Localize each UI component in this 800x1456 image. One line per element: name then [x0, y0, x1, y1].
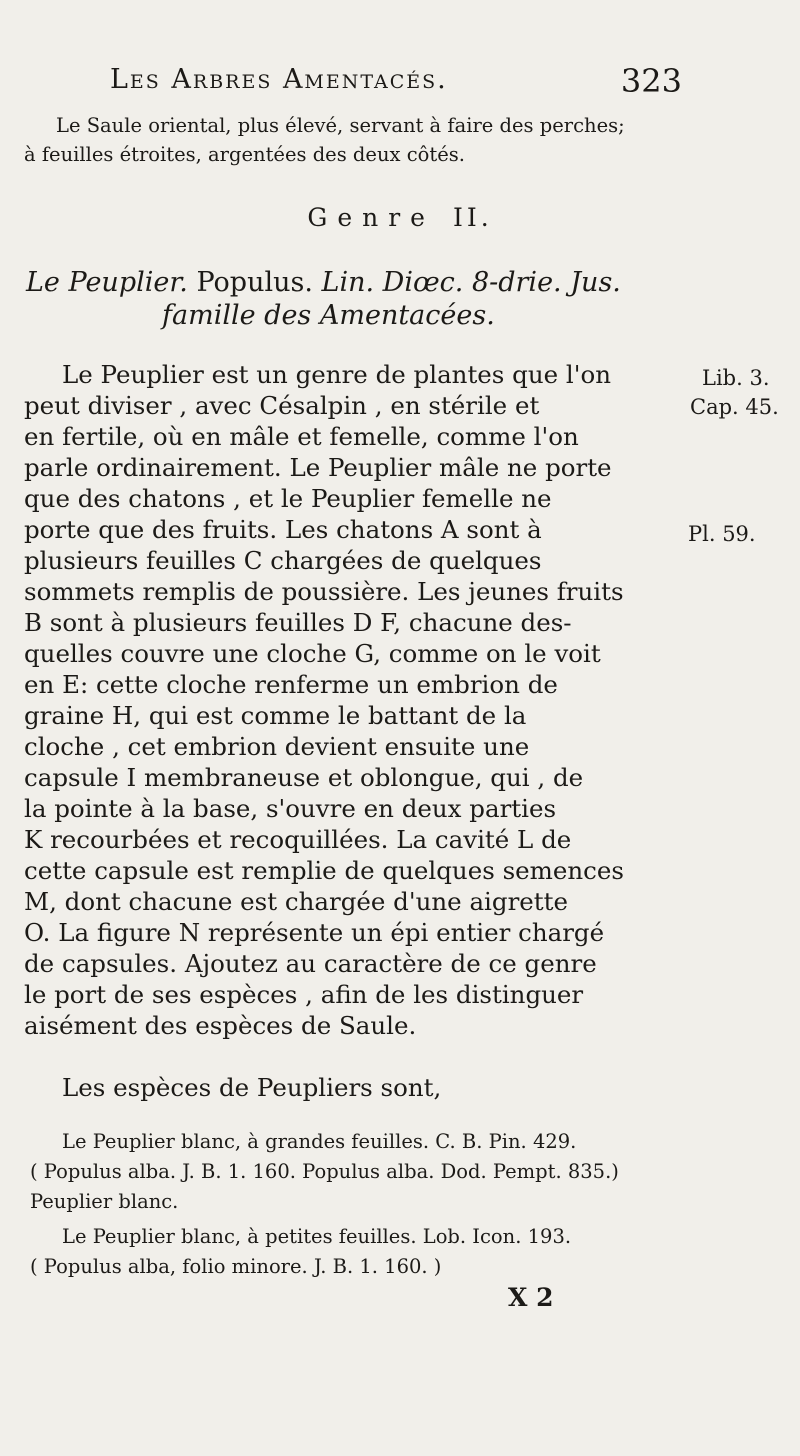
species-line: Le Peuplier blanc, à petites feuilles. Lob. Icon. 193.: [62, 1225, 572, 1248]
genre-number: II.: [452, 203, 493, 232]
species-line: ( Populus alba. J. B. 1. 160. Populus alba. Dod. Pempt. 835.): [30, 1160, 619, 1183]
paragraph-line: le port de ses espèces , afin de les distinguer: [24, 980, 584, 1009]
paragraph-line: que des chatons , et le Peuplier femelle ne: [24, 484, 552, 513]
paragraph-line: en E: cette cloche renferme un embrion de: [24, 670, 558, 699]
species-heading: Les espèces de Peupliers sont,: [62, 1073, 442, 1102]
paragraph-line: graine H, qui est comme le battant de la: [24, 701, 527, 730]
paragraph-line: O. La figure N représente un épi entier chargé: [24, 918, 605, 947]
genus-name: Le Peuplier.: [26, 267, 188, 298]
species-line: Peuplier blanc.: [30, 1190, 179, 1213]
genus-title: [26, 267, 621, 298]
paragraph-line: B sont à plusieurs feuilles D F, chacune des-: [24, 608, 572, 637]
paragraph-line: la pointe à la base, s'ouvre en deux parties: [24, 794, 557, 823]
top-line: à feuilles étroites, argentées des deux côtés.: [24, 143, 465, 166]
margin-note-plate: Pl. 59.: [688, 522, 756, 546]
genus-jus: Jus.: [570, 267, 621, 298]
page-number: 323: [620, 62, 682, 100]
paragraph-line: cloche , cet embrion devient ensuite une: [24, 732, 530, 761]
genus-latin: Populus.: [196, 267, 313, 298]
paragraph-line: quelles couvre une cloche G, comme on le voit: [24, 639, 601, 668]
page-header: [110, 64, 682, 104]
genre-heading: [0, 203, 800, 232]
margin-note-lib: Lib. 3.: [702, 366, 770, 390]
genus-lin: Lin.: [321, 267, 375, 298]
paragraph-line: capsule I membraneuse et oblongue, qui , de: [24, 763, 584, 792]
paragraph-line: de capsules. Ajoutez au caractère de ce genre: [24, 949, 597, 978]
paragraph-line: sommets remplis de poussière. Les jeunes fruits: [24, 577, 624, 606]
paragraph-line: cette capsule est remplie de quelques semences: [24, 856, 624, 885]
paragraph-line: M, dont chacune est chargée d'une aigrette: [24, 887, 568, 916]
genus-family-text: famille des Amentacées.: [162, 300, 495, 331]
running-head: Les Arbres Amentacés.: [110, 64, 448, 95]
paragraph-line: Le Peuplier est un genre de plantes que l'on: [62, 360, 612, 389]
signature-mark: X 2: [508, 1283, 554, 1312]
paragraph-line: aisément des espèces de Saule.: [24, 1011, 417, 1040]
paragraph-line: plusieurs feuilles C chargées de quelques: [24, 546, 542, 575]
paragraph-line: en fertile, où en mâle et femelle, comme l'on: [24, 422, 579, 451]
margin-note-cap: Cap. 45.: [690, 395, 779, 419]
genus-class: Diœc. 8-drie.: [382, 267, 562, 298]
paragraph-line: K recourbées et recoquillées. La cavité L de: [24, 825, 572, 854]
species-line: Le Peuplier blanc, à grandes feuilles. C. B. Pin. 429.: [62, 1130, 577, 1153]
species-line: ( Populus alba, folio minore. J. B. 1. 160. ): [30, 1255, 442, 1278]
top-line: Le Saule oriental, plus élevé, servant à faire des perches;: [56, 114, 625, 137]
genus-family: [162, 300, 495, 331]
genre-word: Genre: [307, 203, 435, 232]
paragraph-line: parle ordinairement. Le Peuplier mâle ne porte: [24, 453, 612, 482]
paragraph-line: peut diviser , avec Césalpin , en stérile et: [24, 391, 540, 420]
paragraph-line: porte que des fruits. Les chatons A sont à: [24, 515, 542, 544]
